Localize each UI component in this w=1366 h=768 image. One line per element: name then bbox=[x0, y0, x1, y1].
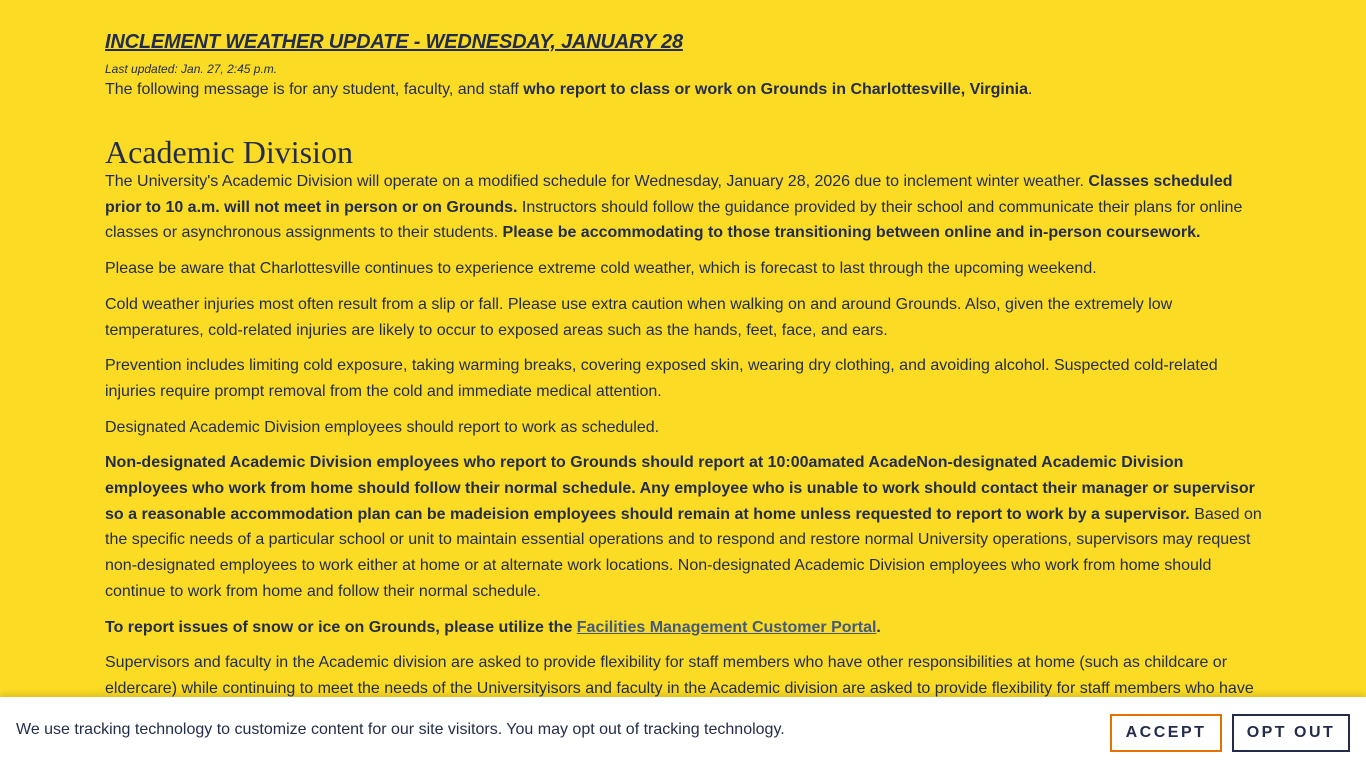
cookie-banner-text: We use tracking technology to customize content for our site visitors. You may opt out of tracking technology. bbox=[16, 721, 785, 738]
non-designated-text: Based on the specific needs of a particular school or unit to maintain essential operations and to respond and restore normal University operations, supervisors may request non-designated employees to work either at home or at alternate work locations. Non-designated Academic Division employees who work from home should continue to work from home and follow their normal schedule. bbox=[105, 505, 1262, 600]
paragraph-non-designated bbox=[105, 450, 1265, 604]
alert-title: INCLEMENT WEATHER UPDATE - WEDNESDAY, JANUARY 28 bbox=[105, 31, 683, 53]
paragraph-prevention: Prevention includes limiting cold exposure, taking warming breaks, covering exposed skin, wearing dry clothing, and avoiding alcohol. Suspected cold-related injuries require prompt removal from the cold and immediate medical attention. bbox=[105, 357, 1218, 400]
schedule-text: The University's Academic Division will operate on a modified schedule for Wednesday, January 28, 2026 due to inclement winter weather. bbox=[105, 173, 1089, 190]
report-issues-end: . bbox=[876, 618, 881, 636]
paragraph-injuries: Cold weather injuries most often result from a slip or fall. Please use extra caution when walking on and around Grounds. Also, given the extremely low temperatures, cold-related injuries are likely to occur to exposed areas such as the hands, feet, face, and ears. bbox=[105, 295, 1173, 339]
report-issues-text: To report issues of snow or ice on Grounds, please utilize the bbox=[105, 618, 577, 636]
cookie-banner bbox=[0, 697, 1366, 768]
non-designated-bold-text: Non-designated Academic Division employees who report to Grounds should report at 10:00amated AcadeNon-designated Academic Division employees who work from home should follow their normal schedule. Any employee who is unable to work should contact their manager or supervisor so a reasonable accommodation plan can be madeision employees should remain at home unless requested to report to work by a supervisor. bbox=[105, 454, 1255, 523]
schedule-instructors-text: Instructors should follow the guidance provided by their school and communicate their plans for online classes or asynchronous assignments to their students. bbox=[105, 198, 1243, 242]
main-content bbox=[105, 30, 1265, 712]
schedule-bold-text: Classes scheduled prior to 10 a.m. will not meet in person or on Grounds. bbox=[105, 173, 1233, 216]
paragraph-schedule bbox=[105, 169, 1265, 246]
intro-text: The following message is for any student, faculty, and staff bbox=[105, 81, 524, 98]
accept-button[interactable]: ACCEPT bbox=[1110, 714, 1222, 752]
facilities-portal-link[interactable]: Facilities Management Customer Portal bbox=[576, 618, 877, 636]
paragraph-designated: Designated Academic Division employees should report to work as scheduled. bbox=[105, 418, 660, 436]
opt-out-button[interactable]: OPT OUT bbox=[1232, 714, 1350, 752]
schedule-accommodating-text: Please be accommodating to those transitioning between online and in-person coursework. bbox=[502, 224, 1201, 242]
last-updated-text: Last updated: Jan. 27, 2:45 p.m. bbox=[105, 62, 278, 76]
intro-paragraph bbox=[105, 79, 1265, 101]
paragraph-supervisors: Supervisors and faculty in the Academic division are asked to provide flexibility for staff members who have other responsibilities at home (such as childcare or eldercare) while continuing to meet the needs of the Universityisors and faculty in the Academic division are asked to provide flexibility for staff members who have bbox=[105, 654, 1254, 697]
intro-bold-text: who report to class or work on Grounds in Charlottesville, Virginia bbox=[523, 81, 1028, 98]
paragraph-report-issues bbox=[105, 615, 1265, 641]
section-heading: Academic Division bbox=[105, 134, 353, 170]
intro-end: . bbox=[1027, 81, 1033, 98]
paragraph-cold-weather: Please be aware that Charlottesville continues to experience extreme cold weather, which is forecast to last through the upcoming weekend. bbox=[105, 260, 1097, 278]
